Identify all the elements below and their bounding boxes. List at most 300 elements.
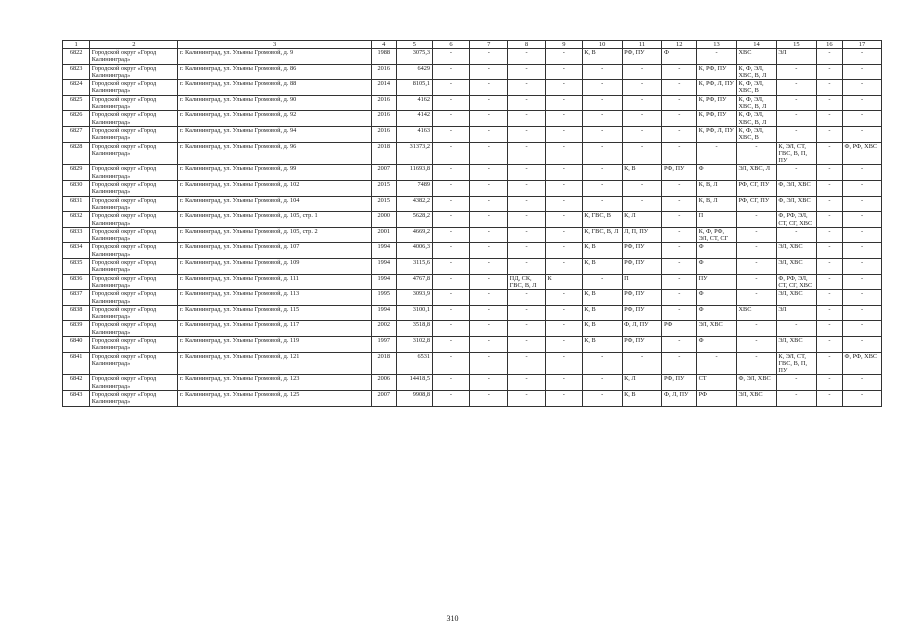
cell-col-8: -: [508, 321, 546, 337]
cell-col-14: К, Ф, ЭЛ, ХВС, В: [737, 126, 777, 142]
column-number-2: 2: [90, 41, 178, 49]
cell-municipality: Городской округ «Город Калининград»: [90, 142, 178, 165]
cell-col-12: -: [662, 274, 697, 290]
cell-col-13: Ф: [697, 243, 737, 259]
table-row: [63, 49, 882, 65]
cell-col-6: -: [432, 321, 470, 337]
table-row: [63, 142, 882, 165]
cell-col-10: К, ГВС, В, Л: [582, 227, 622, 243]
cell-col-11: -: [622, 196, 662, 212]
cell-municipality: Городской округ «Город Калининград»: [90, 165, 178, 181]
cell-col-14: -: [737, 336, 777, 352]
cell-col-14: ХВС: [737, 305, 777, 321]
cell-municipality: Городской округ «Город Калининград»: [90, 181, 178, 197]
cell-col-15: -: [776, 95, 816, 111]
cell-year-built: 1994: [371, 259, 396, 275]
cell-area: 3102,8: [396, 336, 432, 352]
cell-col-7: -: [470, 181, 508, 197]
cell-col-6: -: [432, 259, 470, 275]
cell-col-16: -: [816, 126, 842, 142]
cell-col-17: -: [843, 321, 882, 337]
cell-col-12: -: [662, 80, 697, 96]
cell-municipality: Городской округ «Город Калининград»: [90, 80, 178, 96]
cell-year-built: 2001: [371, 227, 396, 243]
table-row: [63, 95, 882, 111]
cell-municipality: Городской округ «Город Калининград»: [90, 391, 178, 407]
cell-row-number: 6832: [63, 212, 90, 228]
cell-area: 4142: [396, 111, 432, 127]
cell-address: г. Калининград, ул. Ульяны Громовой, д. 121: [178, 352, 371, 375]
cell-col-7: -: [470, 227, 508, 243]
cell-year-built: 1997: [371, 336, 396, 352]
cell-col-12: -: [662, 212, 697, 228]
cell-col-16: -: [816, 259, 842, 275]
cell-municipality: Городской округ «Город Калининград»: [90, 243, 178, 259]
cell-col-12: -: [662, 95, 697, 111]
cell-col-9: -: [545, 305, 582, 321]
cell-col-8: -: [508, 165, 546, 181]
cell-municipality: Городской округ «Город Калининград»: [90, 290, 178, 306]
cell-col-7: -: [470, 126, 508, 142]
cell-col-11: -: [622, 95, 662, 111]
cell-col-10: К, В: [582, 259, 622, 275]
cell-col-14: -: [737, 259, 777, 275]
cell-col-8: -: [508, 181, 546, 197]
table-row: [63, 126, 882, 142]
cell-col-14: К, Ф, ЭЛ, ХВС, В, Л: [737, 64, 777, 80]
cell-col-8: -: [508, 243, 546, 259]
cell-row-number: 6831: [63, 196, 90, 212]
cell-col-15: ЭЛ: [776, 305, 816, 321]
cell-municipality: Городской округ «Город Калининград»: [90, 375, 178, 391]
cell-row-number: 6834: [63, 243, 90, 259]
cell-col-16: -: [816, 321, 842, 337]
cell-col-7: -: [470, 336, 508, 352]
cell-col-17: -: [843, 165, 882, 181]
cell-col-15: -: [776, 80, 816, 96]
cell-municipality: Городской округ «Город Калининград»: [90, 352, 178, 375]
cell-col-6: -: [432, 142, 470, 165]
cell-col-15: ЭЛ, ХВС: [776, 243, 816, 259]
cell-col-8: -: [508, 305, 546, 321]
cell-year-built: 2015: [371, 181, 396, 197]
cell-col-16: -: [816, 375, 842, 391]
cell-col-17: -: [843, 227, 882, 243]
cell-year-built: 2018: [371, 352, 396, 375]
cell-col-17: -: [843, 375, 882, 391]
cell-col-13: ЭЛ, ХВС: [697, 321, 737, 337]
cell-col-6: -: [432, 352, 470, 375]
cell-col-11: П: [622, 274, 662, 290]
cell-area: 3115,6: [396, 259, 432, 275]
cell-col-13: К, РФ, Л, ПУ: [697, 126, 737, 142]
cell-col-15: Ф, РФ, ЭЛ, СТ, СГ, ХВС: [776, 274, 816, 290]
cell-address: г. Калининград, ул. Ульяны Громовой, д. 94: [178, 126, 371, 142]
cell-col-10: -: [582, 375, 622, 391]
cell-area: 5628,2: [396, 212, 432, 228]
column-number-8: 8: [508, 41, 546, 49]
cell-col-11: РФ, ПУ: [622, 305, 662, 321]
cell-municipality: Городской округ «Город Калининград»: [90, 126, 178, 142]
cell-col-14: -: [737, 227, 777, 243]
cell-row-number: 6843: [63, 391, 90, 407]
cell-year-built: 2006: [371, 375, 396, 391]
cell-col-16: -: [816, 290, 842, 306]
cell-col-14: К, Ф, ЭЛ, ХВС, В: [737, 80, 777, 96]
cell-col-11: РФ, ПУ: [622, 290, 662, 306]
cell-row-number: 6840: [63, 336, 90, 352]
cell-col-6: -: [432, 227, 470, 243]
cell-col-11: К, Л: [622, 212, 662, 228]
cell-col-14: -: [737, 243, 777, 259]
cell-col-17: -: [843, 391, 882, 407]
table-row: [63, 64, 882, 80]
cell-col-10: -: [582, 111, 622, 127]
cell-col-6: -: [432, 196, 470, 212]
cell-col-15: К, ЭЛ, СТ, ГВС, В, П, ПУ: [776, 352, 816, 375]
cell-row-number: 6837: [63, 290, 90, 306]
cell-col-16: -: [816, 80, 842, 96]
cell-col-9: -: [545, 227, 582, 243]
cell-col-8: -: [508, 391, 546, 407]
cell-address: г. Калининград, ул. Ульяны Громовой, д. 119: [178, 336, 371, 352]
cell-col-15: Ф, ЭЛ, ХВС: [776, 196, 816, 212]
cell-col-17: -: [843, 290, 882, 306]
cell-col-10: -: [582, 391, 622, 407]
cell-col-7: -: [470, 243, 508, 259]
cell-col-7: -: [470, 321, 508, 337]
cell-col-15: Ф, ЭЛ, ХВС: [776, 181, 816, 197]
cell-col-15: -: [776, 227, 816, 243]
cell-address: г. Калининград, ул. Ульяны Громовой, д. 117: [178, 321, 371, 337]
cell-area: 4163: [396, 126, 432, 142]
cell-col-10: -: [582, 352, 622, 375]
cell-col-7: -: [470, 375, 508, 391]
cell-col-14: -: [737, 142, 777, 165]
cell-col-9: К: [545, 274, 582, 290]
cell-col-9: -: [545, 142, 582, 165]
table-row: [63, 336, 882, 352]
cell-address: г. Калининград, ул. Ульяны Громовой, д. 88: [178, 80, 371, 96]
cell-col-10: -: [582, 196, 622, 212]
cell-col-12: РФ: [662, 321, 697, 337]
cell-col-11: РФ, ПУ: [622, 336, 662, 352]
cell-address: г. Калининград, ул. Ульяны Громовой, д. 104: [178, 196, 371, 212]
cell-row-number: 6826: [63, 111, 90, 127]
cell-col-12: Ф, Л, ПУ: [662, 391, 697, 407]
cell-col-7: -: [470, 111, 508, 127]
cell-col-16: -: [816, 243, 842, 259]
cell-address: г. Калининград, ул. Ульяны Громовой, д. 105, стр. 2: [178, 227, 371, 243]
cell-col-9: -: [545, 243, 582, 259]
cell-col-15: -: [776, 321, 816, 337]
column-number-9: 9: [545, 41, 582, 49]
cell-col-6: -: [432, 126, 470, 142]
table-row: [63, 80, 882, 96]
cell-col-15: ЭЛ, ХВС: [776, 336, 816, 352]
cell-col-16: -: [816, 142, 842, 165]
cell-col-13: П: [697, 212, 737, 228]
table-row: [63, 165, 882, 181]
cell-row-number: 6841: [63, 352, 90, 375]
cell-col-7: -: [470, 196, 508, 212]
cell-col-14: ЭЛ, ХВС, Л: [737, 165, 777, 181]
cell-address: г. Калининград, ул. Ульяны Громовой, д. 107: [178, 243, 371, 259]
cell-municipality: Городской округ «Город Калининград»: [90, 259, 178, 275]
cell-address: г. Калининград, ул. Ульяны Громовой, д. 92: [178, 111, 371, 127]
cell-year-built: 1988: [371, 49, 396, 65]
cell-year-built: 1994: [371, 243, 396, 259]
cell-col-13: ПУ: [697, 274, 737, 290]
cell-col-8: -: [508, 336, 546, 352]
cell-area: 31373,2: [396, 142, 432, 165]
cell-col-8: -: [508, 212, 546, 228]
cell-municipality: Городской округ «Город Калининград»: [90, 274, 178, 290]
cell-col-10: К, В: [582, 243, 622, 259]
cell-col-11: РФ, ПУ: [622, 49, 662, 65]
cell-col-9: -: [545, 196, 582, 212]
cell-col-12: -: [662, 336, 697, 352]
cell-col-8: -: [508, 95, 546, 111]
cell-area: 8105,1: [396, 80, 432, 96]
cell-col-17: -: [843, 259, 882, 275]
cell-col-9: -: [545, 336, 582, 352]
cell-col-12: -: [662, 227, 697, 243]
cell-col-8: -: [508, 290, 546, 306]
cell-address: г. Калининград, ул. Ульяны Громовой, д. 115: [178, 305, 371, 321]
column-number-16: 16: [816, 41, 842, 49]
cell-col-12: -: [662, 259, 697, 275]
cell-row-number: 6823: [63, 64, 90, 80]
cell-area: 3518,8: [396, 321, 432, 337]
cell-year-built: 2007: [371, 391, 396, 407]
cell-col-17: -: [843, 126, 882, 142]
cell-col-17: -: [843, 274, 882, 290]
cell-col-17: -: [843, 196, 882, 212]
cell-col-16: -: [816, 111, 842, 127]
cell-address: г. Калининград, ул. Ульяны Громовой, д. 86: [178, 64, 371, 80]
cell-address: г. Калининград, ул. Ульяны Громовой, д. 109: [178, 259, 371, 275]
cell-col-8: -: [508, 111, 546, 127]
cell-col-14: -: [737, 352, 777, 375]
cell-col-9: -: [545, 126, 582, 142]
cell-col-7: -: [470, 165, 508, 181]
cell-col-6: -: [432, 181, 470, 197]
cell-col-11: Ф, Л, ПУ: [622, 321, 662, 337]
cell-col-13: -: [697, 142, 737, 165]
cell-col-14: ЭЛ, ХВС: [737, 391, 777, 407]
cell-col-15: К, ЭЛ, СТ, ГВС, В, П, ПУ: [776, 142, 816, 165]
cell-area: 4382,2: [396, 196, 432, 212]
cell-municipality: Городской округ «Город Калининград»: [90, 49, 178, 65]
table-row: [63, 352, 882, 375]
cell-municipality: Городской округ «Город Калининград»: [90, 305, 178, 321]
cell-col-9: -: [545, 212, 582, 228]
cell-area: 7489: [396, 181, 432, 197]
cell-year-built: 2014: [371, 80, 396, 96]
cell-col-11: РФ, ПУ: [622, 243, 662, 259]
cell-col-12: -: [662, 305, 697, 321]
cell-col-15: ЭЛ, ХВС: [776, 290, 816, 306]
column-number-7: 7: [470, 41, 508, 49]
cell-col-14: РФ, СГ, ПУ: [737, 196, 777, 212]
cell-col-7: -: [470, 274, 508, 290]
register-sheet: [62, 40, 882, 407]
cell-col-13: Ф: [697, 165, 737, 181]
cell-address: г. Калининград, ул. Ульяны Громовой, д. 9: [178, 49, 371, 65]
cell-col-9: -: [545, 95, 582, 111]
cell-municipality: Городской округ «Город Калининград»: [90, 227, 178, 243]
cell-col-11: К, Л: [622, 375, 662, 391]
cell-year-built: 1994: [371, 274, 396, 290]
cell-col-13: СТ: [697, 375, 737, 391]
cell-col-12: Ф: [662, 49, 697, 65]
table-row: [63, 321, 882, 337]
cell-municipality: Городской округ «Город Калининград»: [90, 321, 178, 337]
cell-col-12: -: [662, 243, 697, 259]
cell-col-13: Ф: [697, 336, 737, 352]
cell-municipality: Городской округ «Город Калининград»: [90, 64, 178, 80]
cell-col-7: -: [470, 352, 508, 375]
cell-col-8: -: [508, 80, 546, 96]
cell-col-17: -: [843, 49, 882, 65]
cell-col-13: К, В, Л: [697, 196, 737, 212]
cell-address: г. Калининград, ул. Ульяны Громовой, д. 102: [178, 181, 371, 197]
cell-col-16: -: [816, 305, 842, 321]
cell-area: 4767,8: [396, 274, 432, 290]
cell-address: г. Калининград, ул. Ульяны Громовой, д. 105, стр. 1: [178, 212, 371, 228]
column-number-12: 12: [662, 41, 697, 49]
table-row: [63, 259, 882, 275]
cell-col-10: -: [582, 95, 622, 111]
cell-col-16: -: [816, 49, 842, 65]
cell-col-14: Ф, ЭЛ, ХВС: [737, 375, 777, 391]
table-row: [63, 391, 882, 407]
cell-area: 3093,9: [396, 290, 432, 306]
cell-col-15: ЭЛ: [776, 49, 816, 65]
cell-col-8: -: [508, 375, 546, 391]
cell-col-8: -: [508, 259, 546, 275]
cell-address: г. Калининград, ул. Ульяны Громовой, д. 111: [178, 274, 371, 290]
cell-col-17: -: [843, 212, 882, 228]
cell-col-16: -: [816, 165, 842, 181]
column-number-13: 13: [697, 41, 737, 49]
cell-row-number: 6839: [63, 321, 90, 337]
cell-col-7: -: [470, 142, 508, 165]
cell-col-7: -: [470, 391, 508, 407]
cell-col-16: -: [816, 196, 842, 212]
cell-col-6: -: [432, 274, 470, 290]
cell-year-built: 1994: [371, 305, 396, 321]
column-number-1: 1: [63, 41, 90, 49]
cell-col-17: -: [843, 64, 882, 80]
cell-col-13: К, В, Л: [697, 181, 737, 197]
housing-register-table: [62, 40, 882, 407]
cell-row-number: 6836: [63, 274, 90, 290]
cell-col-15: -: [776, 375, 816, 391]
cell-address: г. Калининград, ул. Ульяны Громовой, д. 113: [178, 290, 371, 306]
table-body: [63, 49, 882, 407]
page-number: 310: [446, 614, 459, 623]
cell-area: 4669,2: [396, 227, 432, 243]
cell-col-10: К, В: [582, 49, 622, 65]
column-number-10: 10: [582, 41, 622, 49]
column-number-6: 6: [432, 41, 470, 49]
cell-col-15: -: [776, 165, 816, 181]
cell-col-17: -: [843, 111, 882, 127]
table-row: [63, 375, 882, 391]
cell-col-6: -: [432, 375, 470, 391]
cell-col-10: -: [582, 181, 622, 197]
cell-year-built: 2016: [371, 95, 396, 111]
cell-col-17: Ф, РФ, ХВС: [843, 352, 882, 375]
table-row: [63, 181, 882, 197]
cell-col-8: -: [508, 196, 546, 212]
cell-col-16: -: [816, 274, 842, 290]
cell-col-12: -: [662, 181, 697, 197]
column-number-17: 17: [843, 41, 882, 49]
cell-area: 3100,1: [396, 305, 432, 321]
cell-year-built: 2000: [371, 212, 396, 228]
column-number-3: 3: [178, 41, 371, 49]
cell-year-built: 2007: [371, 165, 396, 181]
cell-col-9: -: [545, 64, 582, 80]
cell-col-15: ЭЛ, ХВС: [776, 259, 816, 275]
cell-col-10: -: [582, 142, 622, 165]
cell-col-17: -: [843, 305, 882, 321]
cell-col-11: РФ, ПУ: [622, 259, 662, 275]
cell-col-13: -: [697, 49, 737, 65]
cell-col-6: -: [432, 212, 470, 228]
cell-col-16: -: [816, 336, 842, 352]
cell-col-11: -: [622, 80, 662, 96]
cell-address: г. Калининград, ул. Ульяны Громовой, д. 123: [178, 375, 371, 391]
cell-col-10: -: [582, 274, 622, 290]
cell-year-built: 2016: [371, 111, 396, 127]
cell-col-14: -: [737, 321, 777, 337]
cell-col-15: -: [776, 111, 816, 127]
cell-col-12: -: [662, 196, 697, 212]
cell-municipality: Городской округ «Город Калининград»: [90, 196, 178, 212]
cell-col-8: -: [508, 64, 546, 80]
cell-address: г. Калининград, ул. Ульяны Громовой, д. 99: [178, 165, 371, 181]
cell-col-7: -: [470, 64, 508, 80]
cell-col-6: -: [432, 391, 470, 407]
cell-col-10: К, В: [582, 336, 622, 352]
cell-col-7: -: [470, 290, 508, 306]
cell-col-6: -: [432, 165, 470, 181]
cell-col-6: -: [432, 80, 470, 96]
cell-address: г. Калининград, ул. Ульяны Громовой, д. 96: [178, 142, 371, 165]
cell-col-15: -: [776, 126, 816, 142]
cell-col-13: К, РФ, ПУ: [697, 95, 737, 111]
cell-col-9: -: [545, 80, 582, 96]
cell-row-number: 6830: [63, 181, 90, 197]
cell-col-9: -: [545, 391, 582, 407]
cell-col-12: -: [662, 290, 697, 306]
cell-col-11: Л, П, ПУ: [622, 227, 662, 243]
cell-col-8: -: [508, 49, 546, 65]
cell-col-16: -: [816, 391, 842, 407]
cell-col-12: -: [662, 126, 697, 142]
cell-municipality: Городской округ «Город Калининград»: [90, 336, 178, 352]
cell-col-16: -: [816, 212, 842, 228]
cell-col-17: -: [843, 181, 882, 197]
cell-col-14: РФ, СГ, ПУ: [737, 181, 777, 197]
cell-area: 6531: [396, 352, 432, 375]
table-row: [63, 212, 882, 228]
cell-col-6: -: [432, 49, 470, 65]
